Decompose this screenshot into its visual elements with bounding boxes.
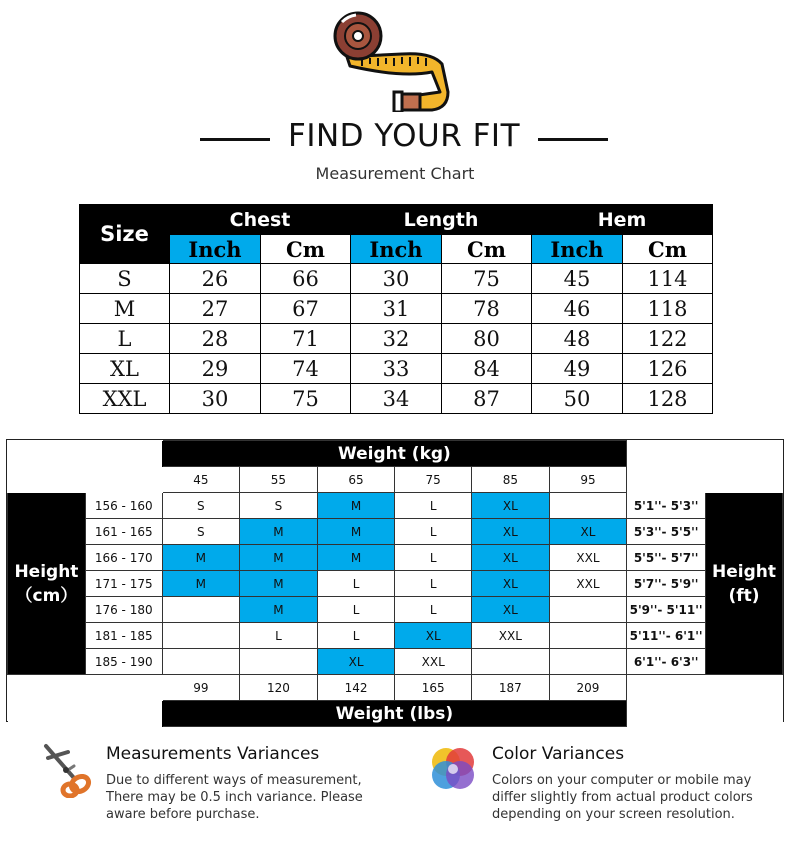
measuring-tape-icon bbox=[332, 8, 454, 112]
measurement-cell: 45 bbox=[532, 264, 623, 294]
size-recommendation-cell: M bbox=[240, 571, 318, 597]
weight-kg-value: 45 bbox=[162, 467, 240, 493]
height-weight-table bbox=[7, 440, 783, 727]
height-ft-range: 5'1''- 5'3'' bbox=[627, 493, 706, 519]
corner-blank bbox=[627, 467, 783, 493]
height-row bbox=[8, 545, 783, 571]
size-recommendation-cell bbox=[162, 649, 240, 675]
size-recommendation-cell bbox=[549, 649, 627, 675]
measurement-cell: 26 bbox=[170, 264, 261, 294]
height-cm-range: 156 - 160 bbox=[85, 493, 162, 519]
height-row bbox=[8, 597, 783, 623]
measurement-cell: 66 bbox=[261, 264, 351, 294]
height-cm-label-line: （cm） bbox=[15, 585, 78, 606]
height-ft-range: 6'1''- 6'3'' bbox=[627, 649, 706, 675]
size-recommendation-cell: L bbox=[395, 597, 472, 623]
size-recommendation-cell: M bbox=[240, 519, 318, 545]
corner-blank bbox=[627, 675, 783, 701]
hem-header: Hem bbox=[532, 205, 713, 235]
size-recommendation-cell: XL bbox=[472, 597, 550, 623]
size-recommendation-cell: L bbox=[395, 519, 472, 545]
size-recommendation-cell: XXL bbox=[549, 545, 627, 571]
height-cm-label bbox=[8, 493, 86, 675]
weight-lbs-value: 209 bbox=[549, 675, 627, 701]
size-recommendation-cell: L bbox=[395, 571, 472, 597]
corner-blank bbox=[8, 675, 163, 701]
title-rule-left bbox=[200, 138, 270, 141]
size-recommendation-cell: L bbox=[240, 623, 318, 649]
size-chart-table bbox=[79, 204, 713, 414]
unit-header: Cm bbox=[442, 235, 532, 264]
size-recommendation-cell: XL bbox=[549, 519, 627, 545]
size-recommendation-cell bbox=[549, 597, 627, 623]
corner-blank bbox=[627, 441, 783, 467]
size-recommendation-cell: XXL bbox=[549, 571, 627, 597]
measurement-cell: 27 bbox=[170, 294, 261, 324]
measurement-cell: 29 bbox=[170, 354, 261, 384]
corner-blank bbox=[8, 701, 163, 727]
weight-lbs-value: 142 bbox=[317, 675, 395, 701]
note-text: Due to different ways of measurement, There may be 0.5 inch variance. Please aware before purchase. bbox=[106, 773, 363, 822]
size-label-cell: S bbox=[80, 264, 170, 294]
measurement-cell: 30 bbox=[170, 384, 261, 414]
weight-lbs-value: 99 bbox=[162, 675, 240, 701]
color-circles-icon bbox=[426, 742, 480, 798]
corner-blank bbox=[627, 701, 783, 727]
height-row bbox=[8, 623, 783, 649]
measurement-cell: 126 bbox=[623, 354, 713, 384]
height-row bbox=[8, 571, 783, 597]
chest-header: Chest bbox=[170, 205, 351, 235]
size-recommendation-cell: L bbox=[395, 493, 472, 519]
size-recommendation-cell: XL bbox=[472, 545, 550, 571]
height-ft-range: 5'7''- 5'9'' bbox=[627, 571, 706, 597]
unit-header: Inch bbox=[351, 235, 442, 264]
weight-kg-title: Weight (kg) bbox=[162, 441, 627, 467]
measurement-cell: 30 bbox=[351, 264, 442, 294]
size-recommendation-cell: XL bbox=[317, 649, 395, 675]
size-label-cell: L bbox=[80, 324, 170, 354]
measurement-cell: 75 bbox=[261, 384, 351, 414]
scissors-icon bbox=[40, 742, 94, 798]
size-recommendation-cell bbox=[472, 649, 550, 675]
height-row bbox=[8, 493, 783, 519]
title-rule-right bbox=[538, 138, 608, 141]
size-recommendation-cell: XXL bbox=[472, 623, 550, 649]
height-cm-label-line: Height bbox=[14, 561, 79, 582]
measurement-cell: 74 bbox=[261, 354, 351, 384]
height-ft-range: 5'11''- 6'1'' bbox=[627, 623, 706, 649]
measurement-cell: 67 bbox=[261, 294, 351, 324]
measurement-cell: 46 bbox=[532, 294, 623, 324]
size-label-cell: XXL bbox=[80, 384, 170, 414]
size-row bbox=[80, 264, 713, 294]
size-recommendation-cell: L bbox=[317, 597, 395, 623]
size-recommendation-cell bbox=[549, 623, 627, 649]
size-recommendation-cell: L bbox=[317, 571, 395, 597]
height-cm-range: 181 - 185 bbox=[85, 623, 162, 649]
size-recommendation-cell: XXL bbox=[395, 649, 472, 675]
measurement-cell: 33 bbox=[351, 354, 442, 384]
size-chart-body bbox=[80, 264, 713, 414]
measurement-cell: 31 bbox=[351, 294, 442, 324]
size-recommendation-cell: M bbox=[240, 545, 318, 571]
corner-blank bbox=[8, 467, 163, 493]
size-recommendation-cell: L bbox=[317, 623, 395, 649]
size-row bbox=[80, 324, 713, 354]
size-row bbox=[80, 384, 713, 414]
size-recommendation-cell: XL bbox=[472, 493, 550, 519]
size-recommendation-cell: L bbox=[395, 545, 472, 571]
weight-kg-value: 55 bbox=[240, 467, 318, 493]
height-ft-range: 5'5''- 5'7'' bbox=[627, 545, 706, 571]
title-row bbox=[0, 118, 790, 158]
unit-header: Inch bbox=[170, 235, 261, 264]
size-recommendation-cell bbox=[162, 597, 240, 623]
weight-lbs-value: 120 bbox=[240, 675, 318, 701]
size-recommendation-cell: M bbox=[162, 545, 240, 571]
height-cm-range: 171 - 175 bbox=[85, 571, 162, 597]
height-ft-range: 5'9''- 5'11'' bbox=[627, 597, 706, 623]
size-recommendation-cell bbox=[549, 493, 627, 519]
weight-lbs-value: 187 bbox=[472, 675, 550, 701]
size-header: Size bbox=[80, 205, 170, 264]
corner-blank bbox=[8, 441, 163, 467]
size-recommendation-cell: M bbox=[317, 493, 395, 519]
measurement-cell: 49 bbox=[532, 354, 623, 384]
size-recommendation-cell: M bbox=[240, 597, 318, 623]
height-ft-range: 5'3''- 5'5'' bbox=[627, 519, 706, 545]
measurement-cell: 50 bbox=[532, 384, 623, 414]
measurement-cell: 34 bbox=[351, 384, 442, 414]
measurement-cell: 122 bbox=[623, 324, 713, 354]
note-title: Measurements Variances bbox=[106, 744, 320, 764]
weight-lbs-title: Weight (lbs) bbox=[162, 701, 627, 727]
unit-header: Cm bbox=[623, 235, 713, 264]
size-recommendation-cell: M bbox=[317, 519, 395, 545]
height-ft-label-line: Height bbox=[712, 561, 776, 582]
height-cm-range: 185 - 190 bbox=[85, 649, 162, 675]
size-recommendation-cell bbox=[162, 623, 240, 649]
page-subtitle: Measurement Chart bbox=[315, 164, 475, 183]
size-recommendation-cell: XL bbox=[395, 623, 472, 649]
height-row bbox=[8, 649, 783, 675]
measurement-cell: 80 bbox=[442, 324, 532, 354]
size-recommendation-cell: S bbox=[240, 493, 318, 519]
measurement-cell: 114 bbox=[623, 264, 713, 294]
measurement-cell: 48 bbox=[532, 324, 623, 354]
weight-kg-value: 65 bbox=[317, 467, 395, 493]
size-recommendation-cell: S bbox=[162, 493, 240, 519]
height-cm-range: 176 - 180 bbox=[85, 597, 162, 623]
height-row bbox=[8, 519, 783, 545]
measurement-cell: 32 bbox=[351, 324, 442, 354]
size-recommendation-cell: S bbox=[162, 519, 240, 545]
unit-header: Cm bbox=[261, 235, 351, 264]
measurement-cell: 75 bbox=[442, 264, 532, 294]
measurement-cell: 87 bbox=[442, 384, 532, 414]
size-label-cell: M bbox=[80, 294, 170, 324]
height-ft-label bbox=[706, 493, 783, 675]
height-ft-label-line: (ft) bbox=[728, 585, 760, 606]
length-header: Length bbox=[351, 205, 532, 235]
measurement-cell: 118 bbox=[623, 294, 713, 324]
unit-header: Inch bbox=[532, 235, 623, 264]
note-title: Color Variances bbox=[492, 744, 625, 764]
size-row bbox=[80, 354, 713, 384]
weight-kg-value: 75 bbox=[395, 467, 472, 493]
measurement-cell: 71 bbox=[261, 324, 351, 354]
height-weight-chart bbox=[6, 439, 784, 722]
measurement-cell: 78 bbox=[442, 294, 532, 324]
size-recommendation-cell: XL bbox=[472, 519, 550, 545]
size-recommendation-cell: XL bbox=[472, 571, 550, 597]
weight-lbs-value: 165 bbox=[395, 675, 472, 701]
size-row bbox=[80, 294, 713, 324]
page-title: FIND YOUR FIT bbox=[287, 118, 521, 154]
size-recommendation-cell: M bbox=[317, 545, 395, 571]
weight-kg-value: 95 bbox=[549, 467, 627, 493]
size-recommendation-cell bbox=[240, 649, 318, 675]
height-cm-range: 166 - 170 bbox=[85, 545, 162, 571]
weight-kg-value: 85 bbox=[472, 467, 550, 493]
size-label-cell: XL bbox=[80, 354, 170, 384]
measurement-cell: 28 bbox=[170, 324, 261, 354]
height-cm-range: 161 - 165 bbox=[85, 519, 162, 545]
measurement-cell: 84 bbox=[442, 354, 532, 384]
measurement-cell: 128 bbox=[623, 384, 713, 414]
note-text: Colors on your computer or mobile may differ slightly from actual product colors depending on your screen resolution. bbox=[492, 773, 753, 822]
size-recommendation-cell: M bbox=[162, 571, 240, 597]
